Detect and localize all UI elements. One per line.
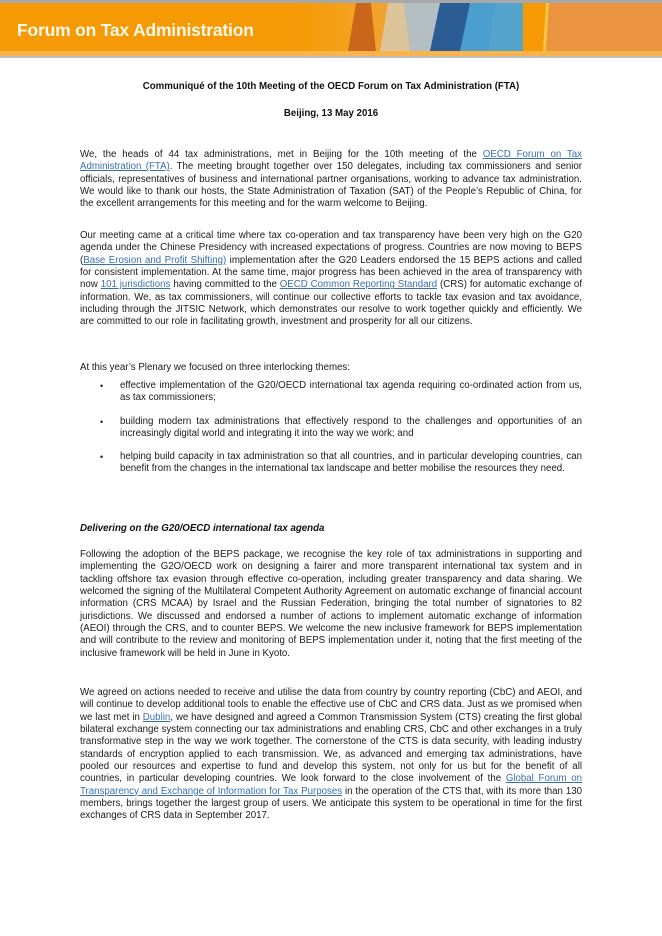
paragraph-text: We agreed on actions needed to receive and utilise the data from country by country reporting (CbC) and AEOI, and will continue to develop additional tools to enable the effective use of CbC and CRS data. Just as we promised when we last met in — [80, 687, 582, 723]
bullet-text: effective implementation of the G20/OECD international tax agenda requiring co-ordinated action from us, as tax commissioners; — [120, 380, 582, 404]
paragraph-context — [80, 230, 582, 329]
paragraph-text: in the operation of the CTS that, with its more than 130 members, brings together the largest group of users. We anticipate this system to be operational in time for the first exchanges of CRS data in September 2017. — [80, 785, 582, 822]
document-dateline: Beijing, 13 May 2016 — [283, 108, 379, 119]
link-beps[interactable]: Base Erosion and Profit Shifting) — [83, 254, 227, 266]
deco-right-end-shape — [546, 3, 662, 51]
bullet-icon: • — [100, 452, 104, 462]
paragraph-text: (CRS) for automatic exchange of information. We, as tax commissioners, will continue our collective efforts to tackle tax evasion and tax avoidance, including through the JITSIC Network, which demonstrates our resolve to work together quickly and efficiently. We are committed to our role in facilitating growth, investment and prosperity for all our citizens. — [80, 279, 583, 328]
document-title: Communiqué of the 10th Meeting of the OECD Forum on Tax Administration (FTA) — [142, 81, 520, 92]
bullet-text: building modern tax administrations that effectively respond to the challenges and opportunities of an increasingly digital world and integrating it into the way we work; and — [120, 416, 582, 440]
section-heading: Delivering on the G20/OECD international tax agenda — [80, 523, 325, 534]
link-101-jurisdictions[interactable]: 101 jurisdictions — [100, 279, 171, 291]
header-title: Forum on Tax Administration — [17, 20, 254, 40]
paragraph-beps: Following the adoption of the BEPS package, we recognise the key role of tax administrations in supporting and implementing the G2O/OECD work on designing a fairer and more transparent international tax system and in tackling offshore tax evasion through effective co-operation, including greater transparency and data sharing. We welcomed the signing of the Multilateral Competent Authority Agreement on automatic exchange of financial account information (CRS MCAA) by Israel and the Russian Federation, bringing the total number of signatories to 82 jurisdictions. We discussed and endorsed a number of actions to implement automatic exchange of information (AEOI) through the CRS, and to counter BEPS. We welcome the new inclusive framework for BEPS implementation and will contribute to the review and monitoring of BEPS implementation under it, noting that the first meeting of the inclusive framework will be held in June in Kyoto. — [80, 549, 582, 659]
bullet-text: helping build capacity in tax administration so that all countries, and in particular developing countries, can benefit from the changes in the international tax landscape and better mobilise the resources they need. — [120, 451, 582, 475]
link-oecd-fta[interactable]: OECD Forum on Tax Administration (FTA) — [80, 149, 582, 173]
header-band — [0, 3, 662, 51]
paragraph-text: implementation after the G20 Leaders endorsed the 15 BEPS actions and called for consistent implementation. At the same time, major progress has been achieved in the area of transparency with now — [80, 254, 582, 291]
bullet-icon: • — [100, 417, 104, 427]
header-bottom-line — [0, 56, 662, 58]
paragraph-cts — [80, 687, 582, 823]
link-global-forum[interactable]: Global Forum on Transparency and Exchange of Information for Tax Purposes — [80, 773, 582, 797]
link-oecd-crs[interactable]: OECD Common Reporting Standard — [279, 279, 438, 291]
paragraph-text: . The meeting brought together over 150 delegates, including tax commissioners and senior officials, representatives of business and international partner organisations, working to advance tax administration. We would like to thank our hosts, the State Administration of Taxation (SAT) of the People’s Republic of China, for the excellent arrangements for this meeting and for the warm welcome to Beijing. — [80, 161, 582, 210]
paragraph-intro — [80, 149, 582, 211]
paragraph-text: Our meeting came at a critical time where tax co-operation and tax transparency have been very high on the G20 agenda under the Chinese Presidency with increased expectations of progress. Countries are now moving to BEPS ( — [80, 230, 582, 266]
deco-right-orange-shape — [523, 3, 546, 51]
paragraph-themes-intro: At this year’s Plenary we focused on three interlocking themes: — [80, 362, 350, 373]
header-banner — [0, 0, 662, 58]
paragraph-text: , we have designed and agreed a Common Transmission System (CTS) creating the first global bilateral exchange system connecting our tax administrations and enabling CRS, CbC and other exchanges in a truly transformative step in the way we work together. The cornerstone of the CTS is data security, with leading industry standards of encryption applied to each transmission. We, as advanced and emerging tax administrations, have pooled our resources and expertise to fund and develop this system, not only for us but for the benefit of all countries, in particular developing countries. We look forward to the close involvement of the — [80, 711, 582, 785]
paragraph-text: We, the heads of 44 tax administrations, met in Beijing for the 10th meeting of the — [80, 149, 483, 160]
paragraph-text: having committed to the — [170, 279, 280, 291]
bullet-icon: • — [100, 381, 104, 391]
link-dublin[interactable]: Dublin — [142, 711, 171, 723]
